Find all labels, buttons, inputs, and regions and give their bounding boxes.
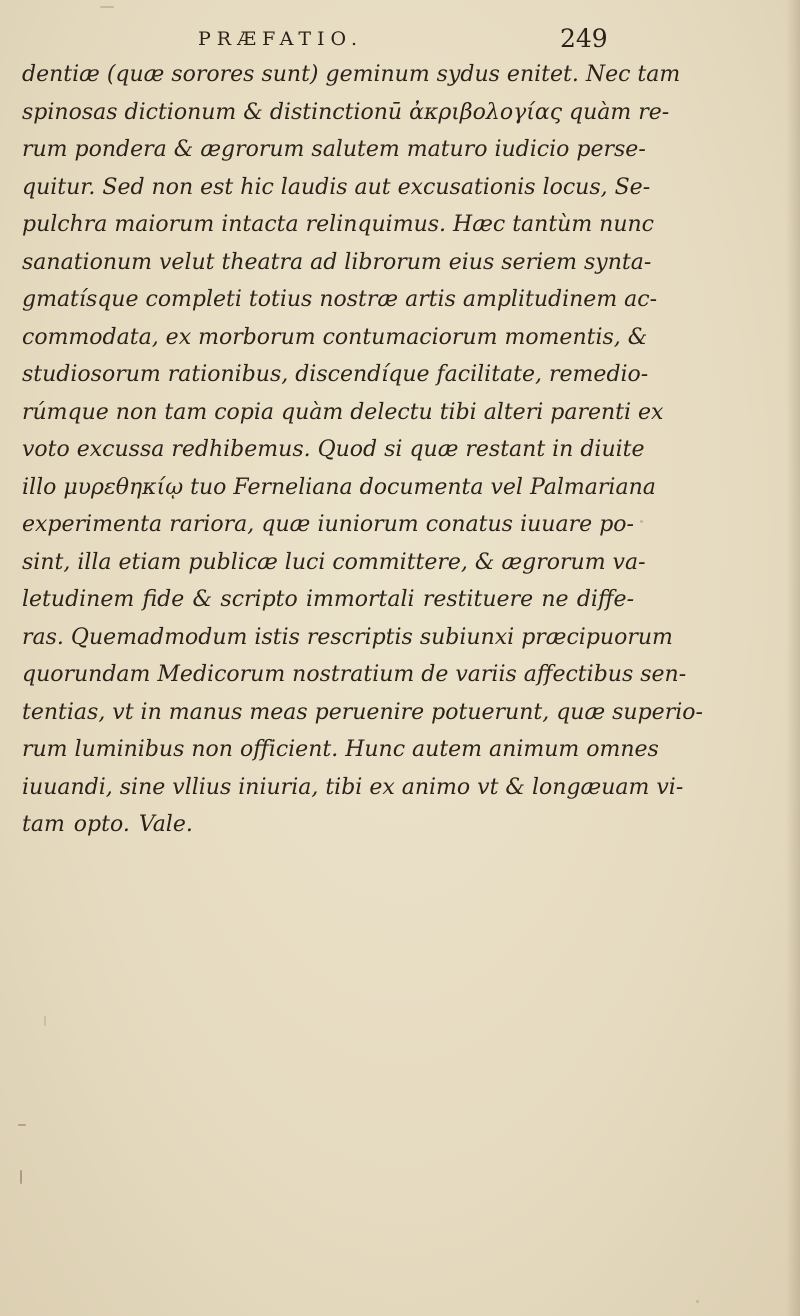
text-line: studiosorum rationibus, discendíque facilitate, remedio- <box>22 362 649 387</box>
text-line: rúmque non tam copia quàm delectu tibi alteri parenti ex <box>22 399 664 425</box>
paper-speck <box>18 1124 26 1126</box>
text-line: ras. Quemadmodum istis rescriptis subiunxi præcipuorum <box>22 624 673 650</box>
text-line: sint, illa etiam publicæ luci committere, & ægrorum va- <box>22 549 646 575</box>
paper-speck <box>696 1300 699 1303</box>
paper-speck <box>20 1170 22 1184</box>
text-line: rum luminibus non officient. Hunc autem animum omnes <box>22 737 659 762</box>
page-number: 249 <box>560 24 608 53</box>
text-line: rum pondera & ægrorum salutem maturo iudicio perse- <box>22 137 646 162</box>
paper-speck <box>100 6 114 8</box>
running-head <box>0 24 800 58</box>
page-edge-shadow <box>786 0 800 1316</box>
text-line: gmatísque completi totius nostræ artis amplitudinem ac- <box>22 287 658 312</box>
text-line: commodata, ex morborum contumaciorum momentis, & <box>22 324 648 350</box>
text-line: tentias, vt in manus meas peruenire potuerunt, quæ superio- <box>22 699 703 725</box>
text-line: spinosas dictionum & distinctionū ἀκριβολογίας quàm re- <box>22 99 670 125</box>
text-line: illo μυρεθηκίῳ tuo Ferneliana documenta vel Palmariana <box>22 474 656 500</box>
paper-speck <box>44 1016 46 1026</box>
text-line: letudinem fide & scripto immortali restituere ne diffe- <box>22 587 634 612</box>
text-line: experimenta rariora, quæ iuniorum conatus iuuare po- <box>22 512 634 537</box>
text-line-closing: tam opto. Vale. <box>22 812 193 837</box>
running-head-title: PRÆFATIO. <box>198 28 364 50</box>
text-line: iuuandi, sine vllius iniuria, tibi ex animo vt & longæuam vi- <box>22 774 684 800</box>
text-line: voto excussa redhibemus. Quod si quæ restant in diuite <box>22 437 645 462</box>
text-line: sanationum velut theatra ad librorum eius seriem synta- <box>22 249 652 275</box>
paper-speck <box>654 74 658 78</box>
text-line: quitur. Sed non est hic laudis aut excusationis locus, Se- <box>22 174 651 200</box>
text-line: quorundam Medicorum nostratium de variis affectibus sen- <box>22 662 687 687</box>
text-line: dentiæ (quæ sorores sunt) geminum sydus enitet. Nec tam <box>22 62 681 87</box>
text-line: pulchra maiorum intacta relinquimus. Hæc tantùm nunc <box>22 212 655 237</box>
paper-speck <box>640 520 643 523</box>
preface-text <box>22 56 703 844</box>
